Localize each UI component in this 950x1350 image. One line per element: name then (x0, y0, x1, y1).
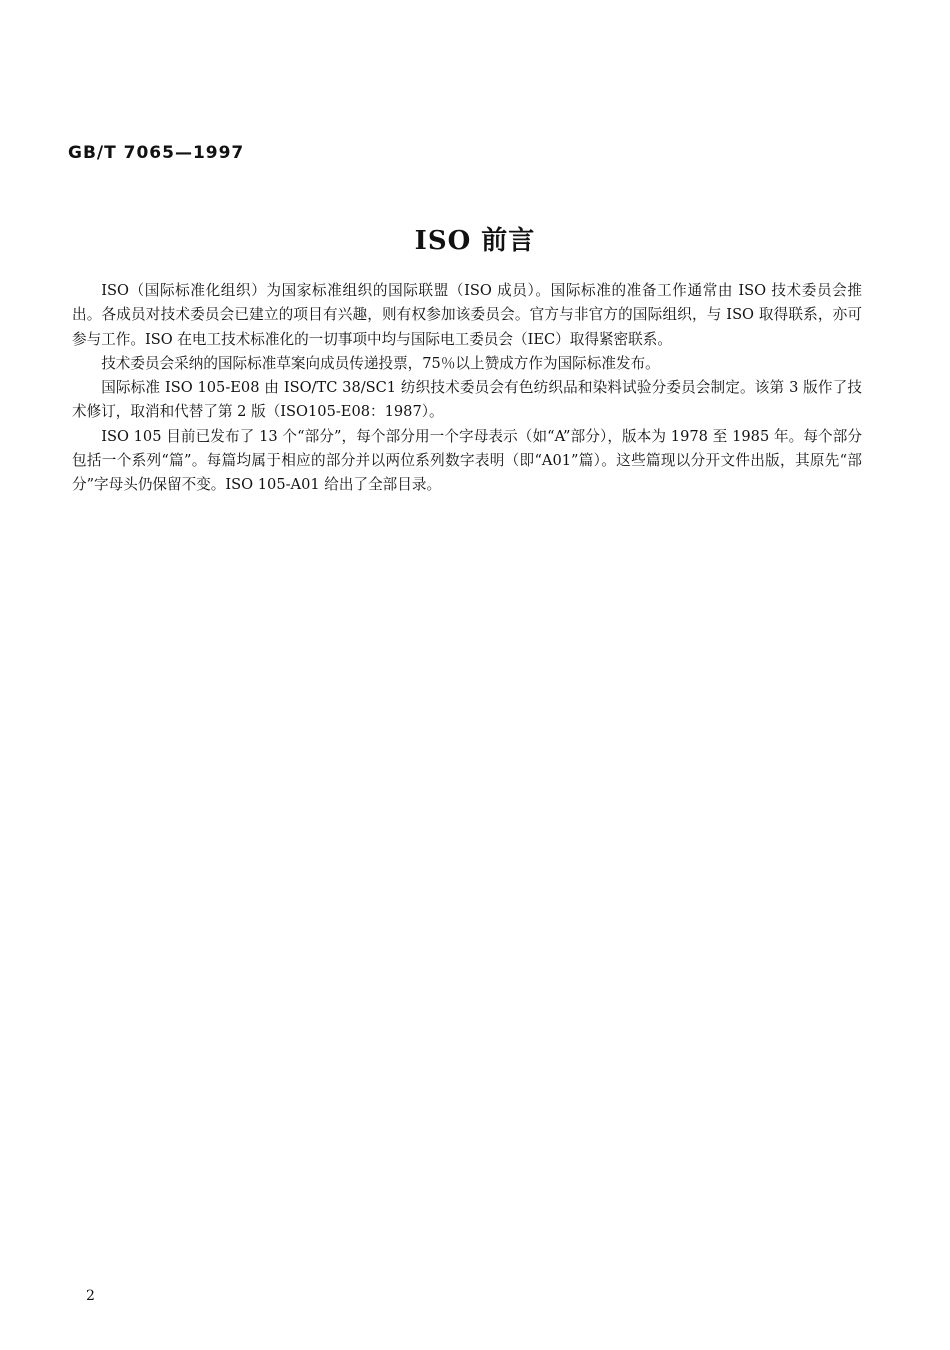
paragraph-iso-intro: ISO（国际标准化组织）为国家标准组织的国际联盟（ISO 成员）。国际标准的准备工作通常由 ISO 技术委员会推出。各成员对技术委员会已建立的项目有兴趣，则有权参加该委员会。官方与非官方的国际组织，与 ISO 取得联系，亦可参与工作。ISO 在电工技术标准化的一切事项中均与国际电工委员会（IEC）取得紧密联系。 (72, 282, 862, 348)
page-number: 2 (86, 1288, 95, 1304)
paragraph-parts-structure: ISO 105 目前已发布了 13 个“部分”，每个部分用一个字母表示（如“A”部分），版本为 1978 至 1985 年。每个部分包括一个系列“篇”。每篇均属于相应的部分并以两位系列数字表明（即“A01”篇）。这些篇现以分开文件出版，其原先“部分”字母头仍保留不变。ISO 105-A01 给出了全部目录。 (72, 427, 862, 494)
foreword-body (72, 279, 862, 498)
paragraph-standard-origin: 国际标准 ISO 105-E08 由 ISO/TC 38/SC1 纺织技术委员会有色纺织品和染料试验分委员会制定。该第 3 版作了技术修订，取消和代替了第 2 版（ISO105-E08：1987）。 (72, 379, 862, 421)
page-title: ISO 前言 (414, 226, 536, 256)
standard-code: GB/T 7065—1997 (68, 143, 245, 163)
paragraph-voting: 技术委员会采纳的国际标准草案向成员传递投票，75％以上赞成方作为国际标准发布。 (101, 354, 660, 372)
